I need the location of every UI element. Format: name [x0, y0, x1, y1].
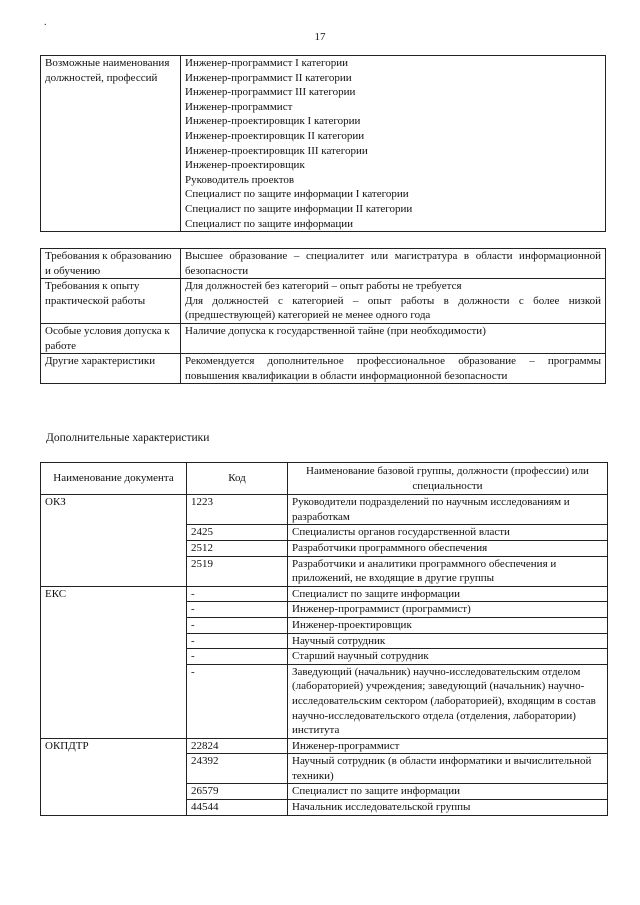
name-cell: Разработчики программного обеспечения [288, 540, 608, 556]
table-row [41, 495, 608, 525]
name-cell: Заведующий (начальник) научно-исследовательским отделом (лабораторией) учреждения; заведующий (начальник) научно-исследовательским сектором (лабораторией), входящим в состав научно-исследовательского отдела (отделения, лаборатории) института [288, 664, 608, 738]
name-cell: Специалисты органов государственной власти [288, 525, 608, 541]
name-cell: Инженер-программист (программист) [288, 602, 608, 618]
name-cell: Научный сотрудник (в области информатики и вычислительной техники) [288, 754, 608, 784]
code-cell: - [187, 617, 288, 633]
scan-mark: . [44, 17, 47, 28]
name-cell: Старший научный сотрудник [288, 649, 608, 665]
table-row [41, 354, 606, 384]
code-cell: 22824 [187, 738, 288, 754]
code-cell: 2425 [187, 525, 288, 541]
position-item: Инженер-программист II категории [185, 71, 352, 84]
code-cell: 2519 [187, 556, 288, 586]
position-item: Инженер-проектировщик [185, 159, 305, 172]
table-row [41, 56, 606, 232]
table-row [41, 249, 606, 279]
code-cell: - [187, 602, 288, 618]
additional-title: Дополнительные характеристики [46, 432, 210, 444]
requirement-line: Наличие допуска к государственной тайне (при необходимости) [185, 324, 486, 337]
position-item: Инженер-проектировщик II категории [185, 129, 365, 142]
name-cell: Руководители подразделений по научным исследованиям и разработкам [288, 495, 608, 525]
requirement-value [181, 323, 606, 353]
requirement-line: Высшее образование – специалитет или магистратура в области информационной безопасности [185, 250, 601, 277]
header-doc: Наименование документа [41, 463, 187, 495]
header-code: Код [187, 463, 288, 495]
doc-cell: ОКПДТР [41, 738, 187, 815]
position-item: Специалист по защите информации II категории [185, 202, 413, 215]
name-cell: Специалист по защите информации [288, 784, 608, 800]
requirement-label: Требования к образованию и обучению [41, 249, 181, 279]
code-cell: 2512 [187, 540, 288, 556]
header-name: Наименование базовой группы, должности (профессии) или специальности [288, 463, 608, 495]
requirement-label: Требования к опыту практической работы [41, 279, 181, 324]
code-cell: 24392 [187, 754, 288, 784]
position-item: Инженер-программист I категории [185, 57, 349, 69]
code-cell: 44544 [187, 800, 288, 816]
position-item: Специалист по защите информации [185, 217, 353, 230]
requirement-value [181, 279, 606, 324]
positions-label: Возможные наименования должностей, профессий [41, 56, 181, 232]
doc-cell: ЕКС [41, 586, 187, 738]
additional-table [40, 462, 608, 816]
position-item: Инженер-проектировщик I категории [185, 115, 361, 128]
requirement-line: Рекомендуется дополнительное профессиональное образование – программы повышения квалификации в области информационной безопасности [185, 355, 601, 382]
position-item: Руководитель проектов [185, 173, 295, 186]
name-cell: Начальник исследовательской группы [288, 800, 608, 816]
table-row [41, 279, 606, 324]
code-cell: 26579 [187, 784, 288, 800]
requirement-value [181, 249, 606, 279]
position-item: Инженер-программист III категории [185, 86, 356, 99]
code-cell: - [187, 633, 288, 649]
name-cell: Научный сотрудник [288, 633, 608, 649]
code-cell: 1223 [187, 495, 288, 525]
code-cell: - [187, 664, 288, 738]
name-cell: Инженер-проектировщик [288, 617, 608, 633]
doc-cell: ОКЗ [41, 495, 187, 587]
name-cell: Разработчики и аналитики программного обеспечения и приложений, не входящие в другие группы [288, 556, 608, 586]
position-item: Инженер-программист [185, 100, 293, 113]
page-number: 17 [314, 31, 326, 43]
code-cell: - [187, 586, 288, 602]
positions-table [40, 55, 606, 232]
name-cell: Инженер-программист [288, 738, 608, 754]
positions-list-cell [181, 56, 606, 232]
requirement-line: Для должностей без категорий – опыт работы не требуется [185, 280, 462, 293]
table-row [41, 586, 608, 602]
requirement-label: Другие характеристики [41, 354, 181, 384]
table-row [41, 323, 606, 353]
table-row [41, 738, 608, 754]
position-item: Инженер-проектировщик III категории [185, 144, 368, 157]
requirement-line: Для должностей с категорией – опыт работы в должности с более низкой (предшествующей) категорией не менее одного года [185, 294, 601, 322]
requirement-label: Особые условия допуска к работе [41, 323, 181, 353]
name-cell: Специалист по защите информации [288, 586, 608, 602]
requirement-value [181, 354, 606, 384]
code-cell: - [187, 649, 288, 665]
header-row [41, 463, 608, 495]
position-item: Специалист по защите информации I категории [185, 188, 409, 201]
requirements-table [40, 248, 606, 384]
